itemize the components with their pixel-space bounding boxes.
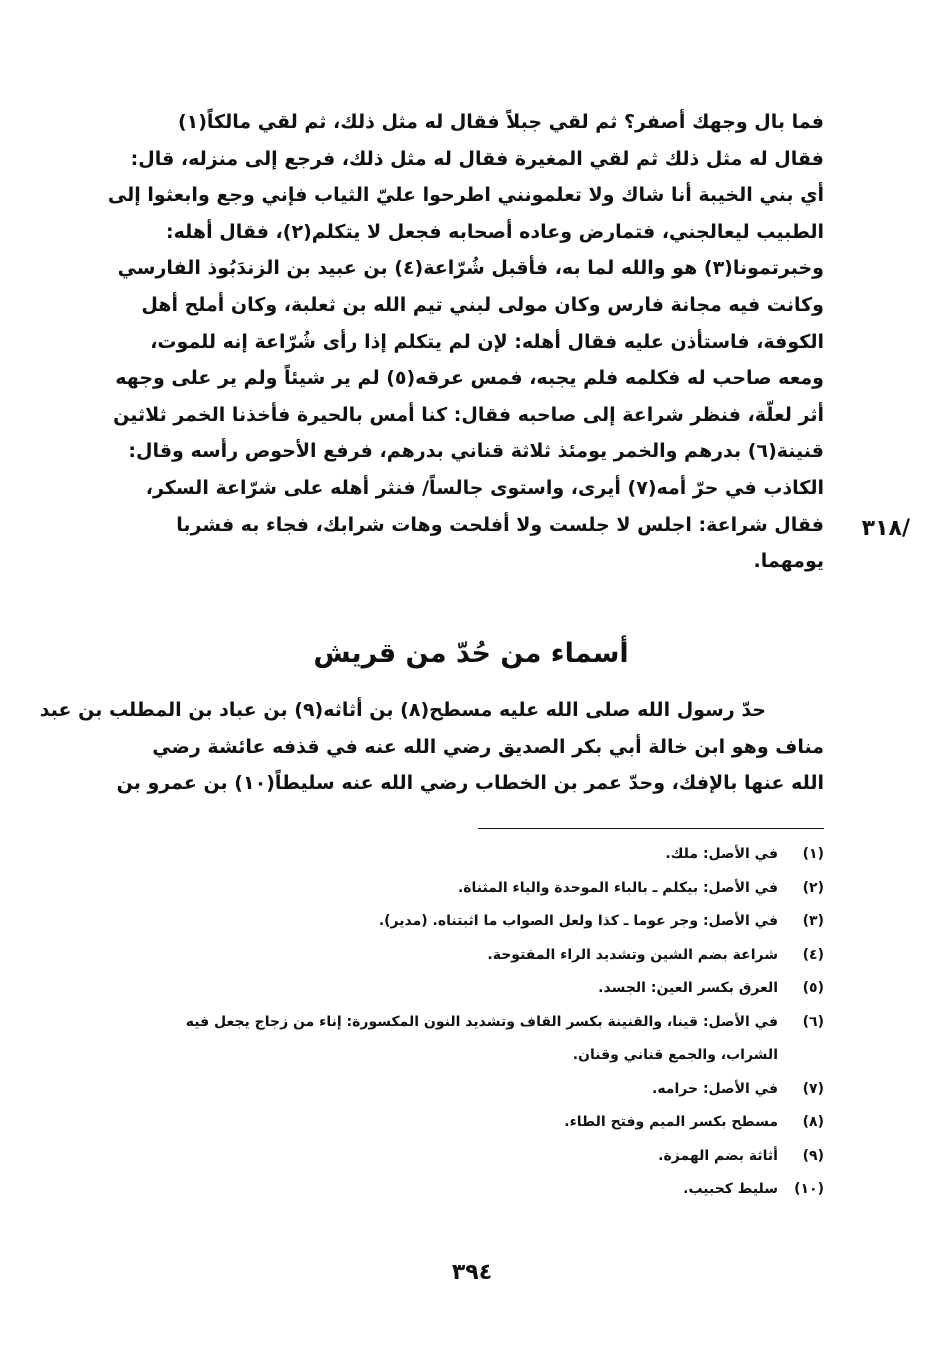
footnote-text: الشراب، والجمع قناني وقنان. <box>572 1047 778 1063</box>
text-line: الكاذب في حرّ أمه(٧) أيرى، واستوى جالساً/ فنثر أهله على شرّاعة السكر، <box>145 476 824 499</box>
text-line: قنينة(٦) بدرهم والخمر يومئذ ثلاثة قناني بدرهم، فرفع الأحوص رأسه وقال: <box>128 440 824 463</box>
footnote-item <box>118 939 824 973</box>
margin-folio-number: /٣١٨ <box>861 516 910 541</box>
footnote-number: (٦) <box>802 1013 824 1030</box>
footnote-text: شراعة بضم الشين وتشديد الراء المفتوحة. <box>487 946 778 963</box>
text-line: وكانت فيه مجانة فارس وكان مولى لبني تيم الله بن ثعلبة، وكان أملح أهل <box>141 293 824 316</box>
footnote-text: مسطح بكسر الميم وفتح الطاء. <box>564 1114 778 1130</box>
footnote-text: في الأصل: قينا، والقنينة بكسر القاف وتشديد النون المكسورة: إناء من زجاج يجعل فيه <box>185 1013 778 1030</box>
footnote-number: (١) <box>802 846 824 862</box>
text-line: أثر لعلّة، فنظر شراعة إلى صاحبه فقال: كنا أمس بالحيرة فأخذنا الخمر ثلاثين <box>113 403 824 426</box>
text-line: فما بال وجهك أصفر؟ ثم لقي جبلاً فقال له مثل ذلك، ثم لقي مالكاً(١) <box>177 111 824 133</box>
section-text-block <box>39 692 824 802</box>
text-line: فقال له مثل ذلك ثم لقي المغيرة فقال له مثل ذلك، فرجع إلى منزله، قال: <box>130 147 824 170</box>
footnotes-list <box>118 838 824 1207</box>
footnote-item <box>118 1173 824 1207</box>
footnote-item <box>118 1039 824 1073</box>
text-line: أي بني الخيبة أنا شاك ولا تعلمونني اطرحوا عليّ الثياب فإني وجع وابعثوا إلى <box>107 184 824 207</box>
page-number: ٣٩٤ <box>451 1260 493 1285</box>
footnote-divider <box>478 828 824 829</box>
footnote-number: (١٠) <box>794 1181 824 1197</box>
text-line: الكوفة، فاستأذن عليه فقال أهله: لإن لم يتكلم إذا رأى شُرّاعة إنه للموت، <box>150 330 824 353</box>
text-line: مناف وهو ابن خالة أبي بكر الصديق رضي الله عنه في قذفه عائشة رضي <box>152 735 824 758</box>
footnote-number: (٧) <box>802 1080 824 1097</box>
text-line: الله عنها بالإفك، وحدّ عمر بن الخطاب رضي الله عنه سليطاً(١٠) بن عمرو بن <box>116 772 824 794</box>
text-line: وخبرتمونا(٣) هو والله لما به، فأقبل شُرّاعة(٤) بن عبيد بن الزندَبُوذ الفارسي <box>117 257 824 280</box>
footnote-item <box>118 1106 824 1140</box>
footnote-number: (٢) <box>802 879 824 896</box>
footnote-number: (٤) <box>802 946 824 963</box>
text-line: الطبيب ليعالجني، فتمارض وعاده أصحابه فجعل لا يتكلم(٢)، فقال أهله: <box>166 220 824 243</box>
text-line: ومعه صاحب له فكلمه فلم يجبه، فمس عرقه(٥) لم ير شيئاً ولم ير على وجهه <box>115 367 824 390</box>
footnote-item <box>118 972 824 1006</box>
footnote-item <box>118 872 824 906</box>
footnote-number: (٩) <box>802 1147 824 1164</box>
footnote-item <box>118 838 824 872</box>
footnote-text: أثاثة بضم الهمزة. <box>658 1147 778 1164</box>
footnote-text: العرق بكسر العين: الجسد. <box>598 980 778 996</box>
text-line: فقال شراعة: اجلس لا جلست ولا أفلحت وهات شرابك، فجاء به فشربا <box>176 513 824 536</box>
text-line: حدّ رسول الله صلى الله عليه مسطح(٨) بن أثاثه(٩) بن عباد بن المطلب بن عبد <box>39 699 766 721</box>
section-title: أسماء من حُدّ من قريش <box>313 638 629 669</box>
footnote-number: (٥) <box>802 980 824 996</box>
main-text-block <box>107 104 824 580</box>
footnote-item <box>118 905 824 939</box>
footnote-item <box>118 1006 824 1040</box>
footnote-item <box>118 1140 824 1174</box>
footnote-item <box>118 1073 824 1107</box>
text-line: يومهما. <box>753 550 824 573</box>
footnote-number: (٣) <box>802 913 824 929</box>
footnote-text: في الأصل: ملك. <box>665 846 778 862</box>
footnote-text: سليط كحبيب. <box>683 1181 778 1197</box>
footnote-number: (٨) <box>802 1114 824 1130</box>
footnote-text: في الأصل: وجر عوما ـ كذا ولعل الصواب ما اثبتناه. (مدير). <box>378 913 778 929</box>
footnote-text: في الأصل: بيكلم ـ بالباء الموحدة والياء المثناة. <box>457 879 778 896</box>
footnote-text: في الأصل: حرامه. <box>652 1080 778 1097</box>
